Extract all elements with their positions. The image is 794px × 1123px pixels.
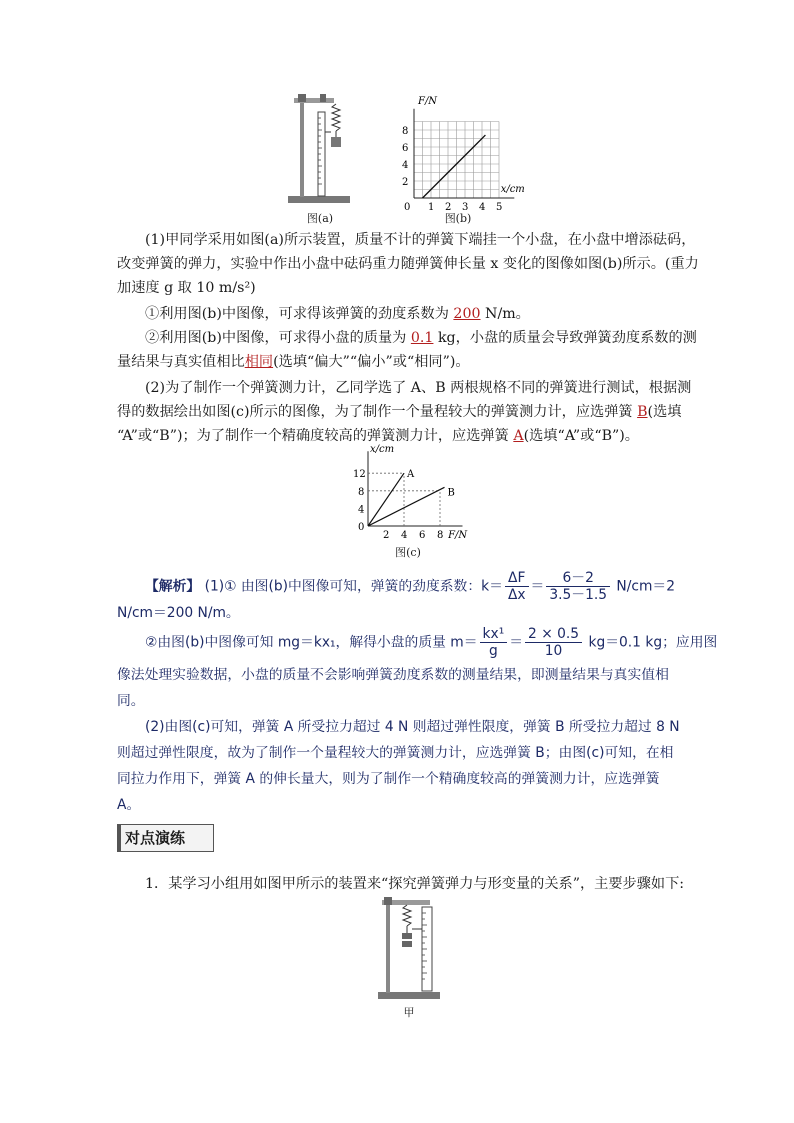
fraction-denominator: g xyxy=(489,643,498,659)
fraction-denominator: 10 xyxy=(544,643,563,659)
x-axis-label: F/N xyxy=(448,530,468,541)
para-2-line-2-tail: (选填 xyxy=(647,404,682,420)
solution-line-2: N/cm＝200 N/m。 xyxy=(117,605,240,621)
y-tick-label: 12 xyxy=(353,469,366,481)
solution-line-3: ②由图(b)中图像可知 mg＝kx₁，解得小盘的质量 m＝ $\frac{\text{kx¹}}{g}$ ＝ $\frac{2 \times 0.5}{10}$ kg＝0.1 kg；应用图 xyxy=(145,626,718,659)
y-tick-label: 4 xyxy=(358,504,365,516)
fraction-numerator: ΔF xyxy=(505,570,529,587)
y-tick-label: 8 xyxy=(358,486,365,498)
section-title: 对点演练 xyxy=(117,824,214,852)
solution-line-7: 则超过弹性限度，故为了制作一个量程较大的弹簧测力计，应选弹簧 B；由图(c)可知，在相 xyxy=(117,745,674,761)
y-tick-label: 0 xyxy=(358,522,365,533)
solution-line-4: 像法处理实验数据，小盘的质量不会影响弹簧劲度系数的测量结果，即测量结果与真实值相 xyxy=(117,667,669,683)
x-tick-label: 0 xyxy=(404,202,411,213)
question-1 xyxy=(145,302,530,326)
answer-4: B xyxy=(637,404,648,420)
figure-a-caption: 图(a) xyxy=(306,212,334,225)
para-2-line-3-tail: (选填“A”或“B”)。 xyxy=(523,428,639,444)
solution-line-1: 【解析】 (1)① 由图(b)中图像可知，弹簧的劲度系数：k＝ $\frac{\Delta F}{\Delta x}$ ＝ $\frac{6-2}{3.5-1.5}$ N/cm＝2 xyxy=(145,570,675,603)
solution-line-9: A。 xyxy=(117,797,141,813)
question-2-line-2 xyxy=(117,350,470,374)
x-tick-label: 1 xyxy=(428,202,435,213)
para-2-line-2-text: 得的数据绘出如图(c)所示的图像，为了制作一个量程较大的弹簧测力计，应选弹簧 xyxy=(117,404,638,420)
para-1-line-2: 改变弹簧的弹力，实验中作出小盘中砝码重力随弹簧伸长量 x 变化的图像如图(b)所示。(重力 xyxy=(117,256,699,272)
figure-jia-caption: 甲 xyxy=(403,1006,415,1019)
figure-c-caption: 图(c) xyxy=(395,546,421,559)
y-axis-label: F/N xyxy=(418,96,438,107)
x-axis-label: x/cm xyxy=(500,184,525,195)
fraction-numerator: kx¹ xyxy=(480,626,508,643)
para-2-line-3-text: “A”或“B”)；为了制作一个精确度较高的弹簧测力计，应选弹簧 xyxy=(117,428,514,444)
solution-line-1-text: (1)① 由图(b)中图像可知，弹簧的劲度系数：k＝ xyxy=(204,578,503,595)
figure-b-caption: 图(b) xyxy=(444,212,472,225)
series-line xyxy=(423,135,486,198)
series-label-A: A xyxy=(407,469,415,481)
series-line-A xyxy=(368,473,404,526)
question-1-text: ①利用图(b)中图像，可求得该弹簧的劲度系数为 xyxy=(145,306,454,322)
series-line-B xyxy=(368,487,445,526)
question-2-line-2-tail: (选填“偏大”“偏小”或“相同”)。 xyxy=(273,354,470,370)
y-tick-label: 2 xyxy=(402,177,409,188)
x-tick-label: 2 xyxy=(383,530,390,541)
answer-3: 相同 xyxy=(244,354,274,370)
para-1-line-1: (1)甲同学采用如图(a)所示装置，质量不计的弹簧下端挂一个小盘，在小盘中增添砝码， xyxy=(145,232,696,248)
x-tick-label: 5 xyxy=(496,202,503,213)
solution-line-1-tail: N/cm＝2 xyxy=(612,578,675,595)
question-2-line-2-text: 量结果与真实值相比 xyxy=(117,354,245,370)
y-tick-label: 6 xyxy=(402,143,409,154)
fraction-values xyxy=(546,570,610,603)
solution-line-3-tail: kg＝0.1 kg；应用图 xyxy=(584,634,718,651)
y-axis-label: x/cm xyxy=(370,444,395,455)
figure-jia-apparatus xyxy=(374,897,446,1003)
question-2-text: ②利用图(b)中图像，可求得小盘的质量为 xyxy=(145,330,411,346)
solution-line-6: (2)由图(c)可知，弹簧 A 所受拉力超过 4 N 则超过弹性限度，弹簧 B 所受拉力超过 8 N xyxy=(145,719,680,735)
para-1-line-3: 加速度 g 取 10 m/s²) xyxy=(117,280,256,296)
practice-question-1: 1．某学习小组用如图甲所示的装置来“探究弹簧弹力与形变量的关系”，主要步骤如下: xyxy=(145,876,685,892)
figure-b-chart xyxy=(390,92,540,214)
x-tick-label: 8 xyxy=(437,530,444,541)
x-tick-label: 4 xyxy=(479,202,486,213)
question-2 xyxy=(145,326,697,350)
fraction-dF-dx xyxy=(505,570,529,603)
x-tick-label: 2 xyxy=(445,202,452,213)
question-1-tail: N/m。 xyxy=(480,306,530,322)
question-2-tail: kg，小盘的质量会导致弹簧劲度系数的测 xyxy=(433,330,697,346)
solution-line-3-text: ②由图(b)中图像可知 mg＝kx₁，解得小盘的质量 m＝ xyxy=(145,634,478,651)
fraction-numerator: 6－2 xyxy=(546,570,610,587)
solution-line-5: 同。 xyxy=(117,693,145,709)
answer-1: 200 xyxy=(453,306,481,322)
fraction-denominator: Δx xyxy=(507,587,526,603)
answer-2: 0.1 xyxy=(410,330,434,346)
solution-line-8: 同拉力作用下，弹簧 A 的伸长量大，则为了制作一个精确度较高的弹簧测力计，应选弹簧 xyxy=(117,771,660,787)
fraction-denominator: 3.5－1.5 xyxy=(549,587,608,603)
y-tick-label: 8 xyxy=(402,126,409,137)
y-tick-label: 4 xyxy=(402,160,409,171)
series-label-B: B xyxy=(447,487,455,499)
x-tick-label: 3 xyxy=(462,202,469,213)
x-tick-label: 6 xyxy=(419,530,426,541)
figure-a-apparatus xyxy=(280,92,360,208)
fraction-numerator: 2 × 0.5 xyxy=(525,626,582,643)
solution-tag: 【解析】 xyxy=(145,578,201,595)
para-2-line-1: (2)为了制作一个弹簧测力计，乙同学选了 A、B 两根规格不同的弹簧进行测试，根据测 xyxy=(145,380,692,396)
fraction-kx-g xyxy=(480,626,508,659)
x-tick-label: 4 xyxy=(401,530,408,541)
fraction-mass xyxy=(525,626,582,659)
figure-c-chart xyxy=(340,442,470,546)
para-2-line-2 xyxy=(117,400,681,424)
answer-5: A xyxy=(513,428,524,444)
